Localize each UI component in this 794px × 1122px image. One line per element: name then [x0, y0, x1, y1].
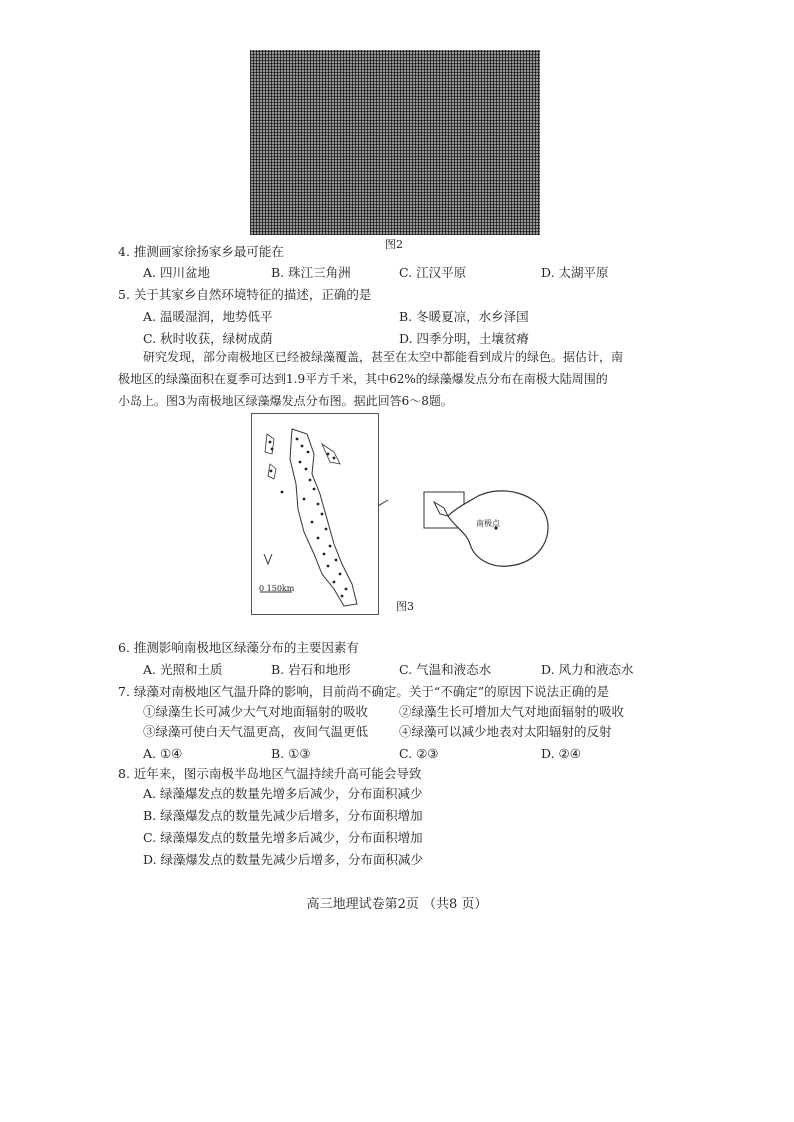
q7-option-d: D. ②④ — [541, 746, 581, 761]
q7-statement-4: ④绿藻可以减少地表对太阳辐射的反射 — [399, 724, 612, 739]
question-8-stem: 8. 近年来，图示南极半岛地区气温持续升高可能会导致 — [118, 766, 422, 781]
q6-option-a: A. 光照和土质 — [143, 662, 223, 677]
q5-option-b: B. 冬暖夏凉，水乡泽国 — [399, 309, 529, 324]
question-4-stem: 4. 推测画家徐扬家乡最可能在 — [118, 244, 284, 259]
q7-option-c: C. ②③ — [399, 746, 439, 761]
q8-option-b: B. 绿藻爆发点的数量先减少后增多，分布面积增加 — [143, 808, 423, 823]
figure-2-image — [250, 50, 540, 235]
question-7-stem: 7. 绿藻对南极地区气温升降的影响，目前尚不确定。关于“不确定”的原因下说法正确的是 — [118, 684, 610, 699]
south-pole-label: 南极点 — [476, 519, 500, 528]
q4-option-a: A. 四川盆地 — [143, 265, 210, 280]
passage-line-3: 小岛上。图3为南极地区绿藻爆发点分布图。据此回答6～8题。 — [118, 394, 453, 408]
q5-option-a: A. 温暖湿润，地势低平 — [143, 309, 273, 324]
passage-line-1: 研究发现，部分南极地区已经被绿藻覆盖，甚至在太空中都能看到成片的绿色。据估计，南 — [143, 350, 624, 364]
q4-option-c: C. 江汉平原 — [399, 265, 467, 280]
q6-option-c: C. 气温和液态水 — [399, 662, 492, 677]
q4-option-b: B. 珠江三角洲 — [271, 265, 351, 280]
q8-option-a: A. 绿藻爆发点的数量先增多后减少，分布面积减少 — [143, 786, 423, 801]
q5-option-c: C. 秋时收获，绿树成荫 — [143, 331, 273, 346]
q7-statement-1: ①绿藻生长可减少大气对地面辐射的吸收 — [143, 704, 369, 719]
question-5-stem: 5. 关于其家乡自然环境特征的描述，正确的是 — [118, 287, 372, 302]
figure-2-caption: 图2 — [385, 238, 403, 251]
q8-option-d: D. 绿藻爆发点的数量先减少后增多，分布面积减少 — [143, 852, 424, 867]
q6-option-d: D. 风力和液态水 — [541, 662, 634, 677]
q7-option-a: A. ①④ — [143, 746, 183, 761]
q8-option-c: C. 绿藻爆发点的数量先增多后减少，分布面积增加 — [143, 830, 423, 845]
q5-option-d: D. 四季分明，土壤贫瘠 — [399, 331, 530, 346]
figure-3-caption: 图3 — [396, 600, 414, 613]
q6-option-b: B. 岩石和地形 — [271, 662, 351, 677]
q7-statement-3: ③绿藻可使白天气温更高，夜间气温更低 — [143, 724, 369, 739]
page-footer: 高三地理试卷第2页 （共8 页） — [306, 897, 488, 912]
passage-line-2: 极地区的绿藻面积在夏季可达到1.9平方千米，其中62%的绿藻爆发点分布在南极大陆周围的 — [118, 372, 608, 386]
antarctica-locator-map — [378, 486, 558, 576]
question-6-stem: 6. 推测影响南极地区绿藻分布的主要因素有 — [118, 640, 359, 655]
q7-statement-2: ②绿藻生长可增加大气对地面辐射的吸收 — [399, 704, 625, 719]
q7-option-b: B. ①③ — [271, 746, 311, 761]
q4-option-d: D. 太湖平原 — [541, 265, 609, 280]
map-scale-label: 0 150km — [259, 584, 295, 593]
